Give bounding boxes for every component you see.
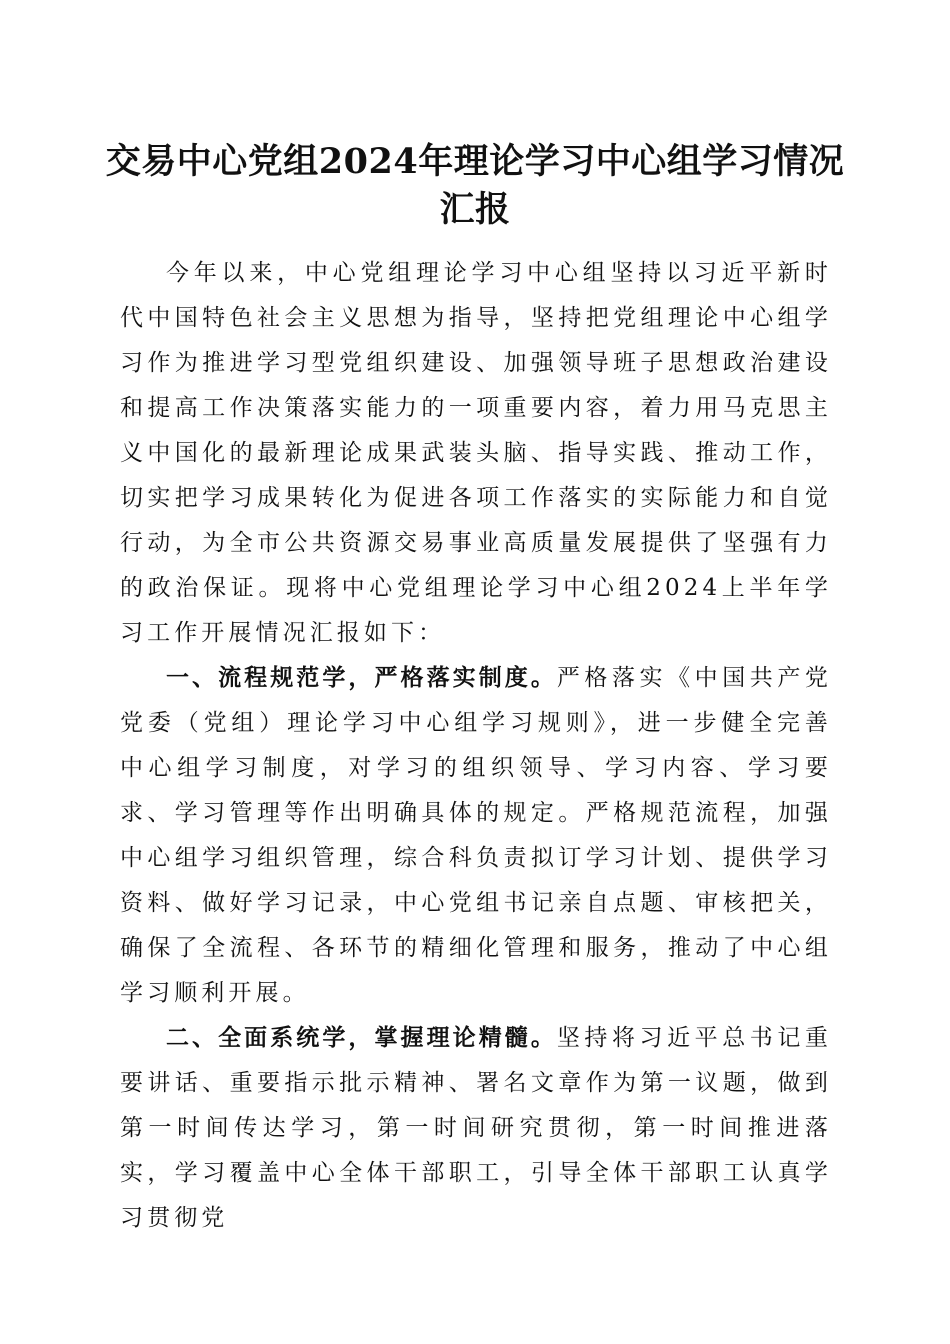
- document-body: [120, 251, 832, 1241]
- section-2-text: 坚持将习近平总书记重要讲话、重要指示批示精神、署名文章作为第一议题，做到第一时间传达学习，第一时间研究贯彻，第一时间推进落实，学习覆盖中心全体干部职工，引导全体干部职工认真学习贯彻党: [120, 1025, 832, 1231]
- section-1-text: 严格落实《中国共产党党委（党组）理论学习中心组学习规则》，进一步健全完善中心组学习制度，对学习的组织领导、学习内容、学习要求、学习管理等作出明确具体的规定。严格规范流程，加强中心组学习组织管理，综合科负责拟订学习计划、提供学习资料、做好学习记录，中心党组书记亲自点题、审核把关，确保了全流程、各环节的精细化管理和服务，推动了中心组学习顺利开展。: [120, 665, 832, 1006]
- paragraph-intro: [120, 251, 832, 656]
- section-1-heading: 一、流程规范学，严格落实制度。: [166, 665, 557, 691]
- paragraph-section-2: [120, 1016, 832, 1241]
- section-2-heading: 二、全面系统学，掌握理论精髓。: [166, 1025, 557, 1051]
- paragraph-intro-text: 今年以来，中心党组理论学习中心组坚持以习近平新时代中国特色社会主义思想为指导，坚持把党组理论中心组学习作为推进学习型党组织建设、加强领导班子思想政治建设和提高工作决策落实能力的一项重要内容，着力用马克思主义中国化的最新理论成果武装头脑、指导实践、推动工作，切实把学习成果转化为促进各项工作落实的实际能力和自觉行动，为全市公共资源交易事业高质量发展提供了坚强有力的政治保证。现将中心党组理论学习中心组2024上半年学习工作开展情况汇报如下：: [120, 260, 832, 646]
- paragraph-section-1: [120, 656, 832, 1016]
- document-title: 交易中心党组2024年理论学习中心组学习情况汇报: [105, 141, 845, 230]
